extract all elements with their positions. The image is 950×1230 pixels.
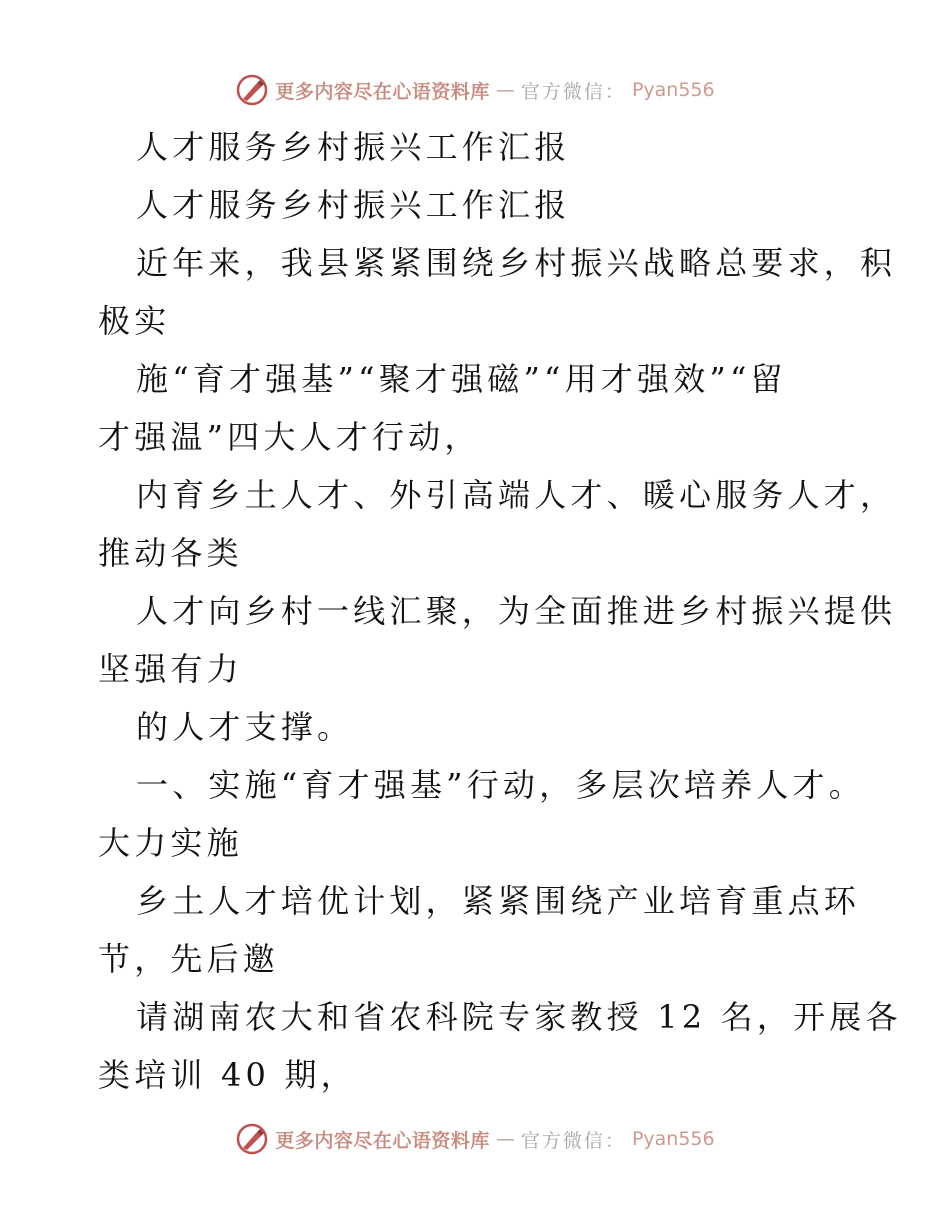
paragraph-line: 人才服务乡村振兴工作汇报 bbox=[136, 128, 571, 166]
paragraph-line: 类培训 40 期， bbox=[98, 1056, 357, 1094]
paragraph-line: 极实 bbox=[98, 302, 171, 340]
paragraph-line: 内育乡土人才、外引高端人才、暖心服务人才， bbox=[136, 476, 897, 514]
watermark-footer bbox=[0, 1121, 950, 1157]
pen-logo-icon bbox=[235, 1122, 269, 1156]
document-body bbox=[98, 118, 902, 1104]
watermark-header bbox=[0, 72, 950, 108]
paragraph-line: 施“育才强基”“聚才强磁”“用才强效”“留 bbox=[136, 360, 787, 398]
paragraph-line: 请湖南农大和省农科院专家教授 12 名，开展各 bbox=[136, 998, 902, 1036]
paragraph-line: 的人才支撑。 bbox=[136, 708, 354, 746]
paragraph-line: 推动各类 bbox=[98, 534, 243, 572]
watermark-dash: — bbox=[495, 1128, 515, 1150]
watermark-wechat-id: Pyan556 bbox=[631, 1128, 715, 1150]
paragraph-line: 人才向乡村一线汇聚，为全面推进乡村振兴提供 bbox=[136, 592, 897, 630]
watermark-dash: — bbox=[495, 79, 515, 101]
paragraph-line: 近年来，我县紧紧围绕乡村振兴战略总要求，积 bbox=[136, 244, 897, 282]
paragraph-line: 人才服务乡村振兴工作汇报 bbox=[136, 186, 571, 224]
watermark-brand: 更多内容尽在心语资料库 bbox=[275, 80, 490, 103]
paragraph-line: 一、实施“育才强基”行动，多层次培养人才。 bbox=[136, 766, 865, 804]
paragraph-line: 才强温”四大人才行动， bbox=[98, 418, 481, 456]
paragraph-line: 坚强有力 bbox=[98, 650, 243, 688]
watermark-brand: 更多内容尽在心语资料库 bbox=[275, 1129, 490, 1152]
paragraph-line: 节，先后邀 bbox=[98, 940, 280, 978]
watermark-label: 官方微信： bbox=[520, 80, 626, 103]
watermark-label: 官方微信： bbox=[520, 1129, 626, 1152]
paragraph-line: 大力实施 bbox=[98, 824, 243, 862]
pen-logo-icon bbox=[235, 73, 269, 107]
watermark-wechat-id: Pyan556 bbox=[631, 79, 715, 101]
paragraph-line: 乡土人才培优计划，紧紧围绕产业培育重点环 bbox=[136, 882, 861, 920]
